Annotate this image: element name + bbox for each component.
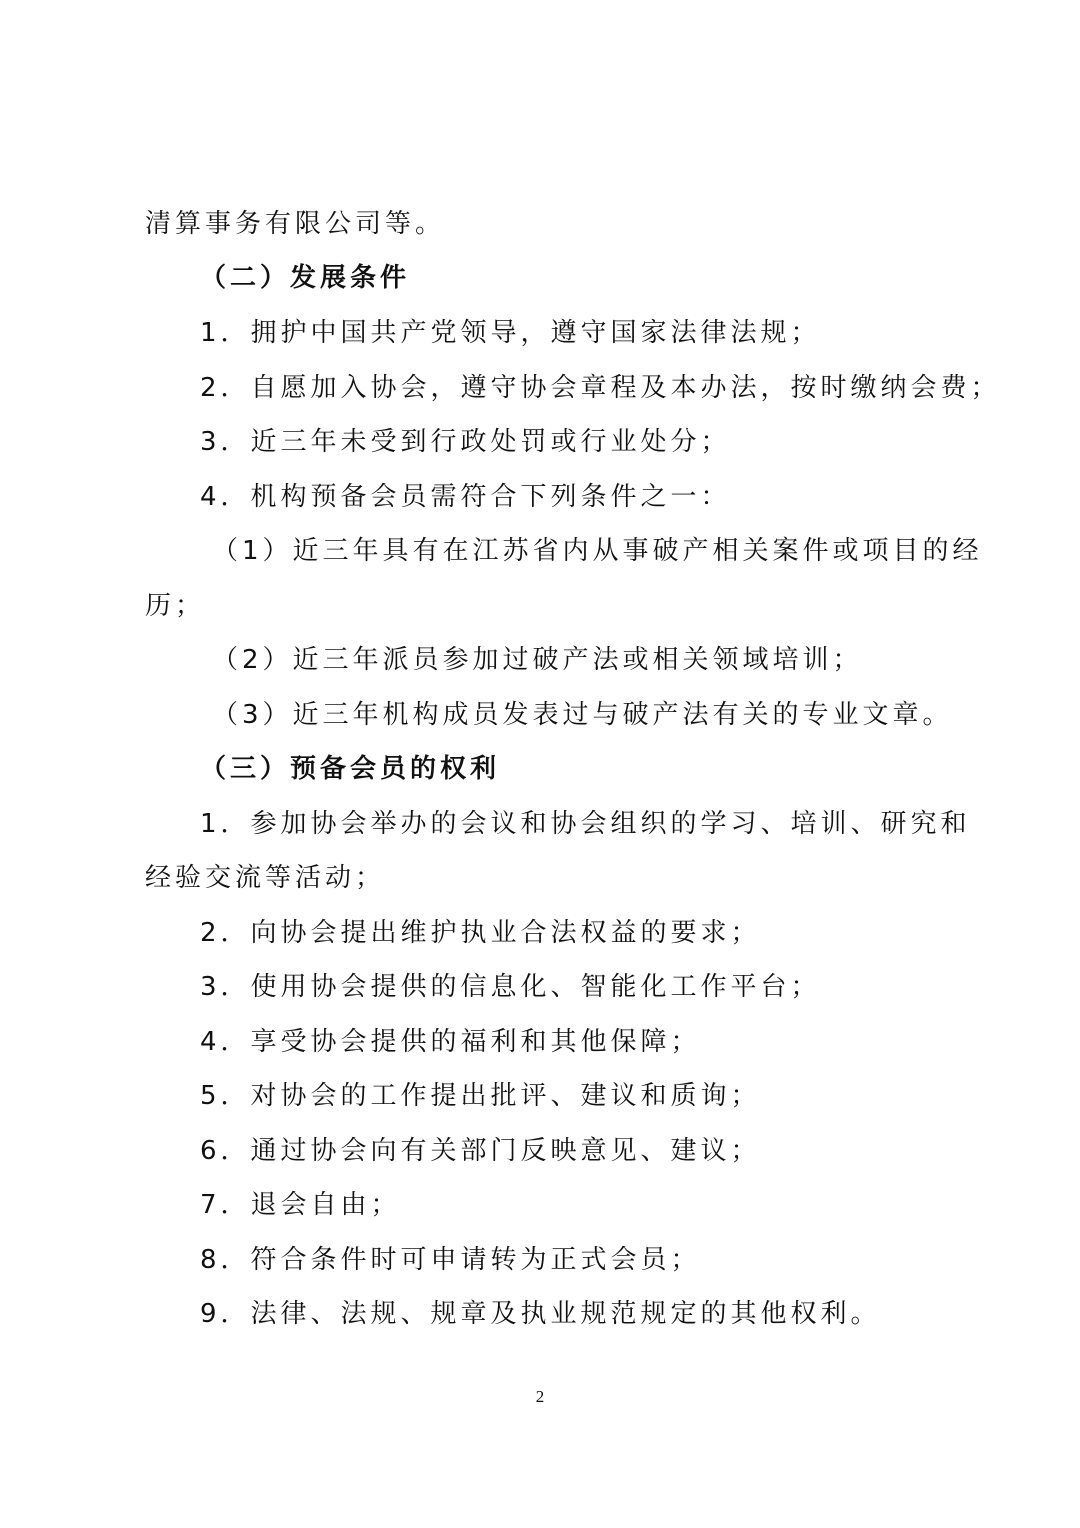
page-number: 2 xyxy=(535,1387,545,1406)
list-item: 9．法律、法规、规章及执业规范规定的其他权利。 xyxy=(200,1299,881,1329)
section-heading-member-rights: （三）预备会员的权利 xyxy=(200,754,501,784)
list-item: 3．近三年未受到行政处罚或行业处分； xyxy=(200,427,731,457)
list-item: 1．参加协会举办的会议和协会组织的学习、培训、研究和 xyxy=(200,809,971,839)
section-heading-development-conditions: （二）发展条件 xyxy=(200,263,411,293)
list-item: 1．拥护中国共产党领导，遵守国家法律法规； xyxy=(200,318,821,348)
list-item: 2．自愿加入协会，遵守协会章程及本办法，按时缴纳会费； xyxy=(200,373,1001,403)
sub-list-item: （2）近三年派员参加过破产法或相关领域培训； xyxy=(212,645,863,675)
list-item: 4．机构预备会员需符合下列条件之一： xyxy=(200,482,731,512)
list-item: 6．通过协会向有关部门反映意见、建议； xyxy=(200,1136,761,1166)
list-item: 4．享受协会提供的福利和其他保障； xyxy=(200,1027,701,1057)
sub-list-item-continuation: 历； xyxy=(145,591,206,621)
list-item: 8．符合条件时可申请转为正式会员； xyxy=(200,1245,701,1275)
sub-list-item: （1）近三年具有在江苏省内从事破产相关案件或项目的经 xyxy=(212,536,983,566)
list-item: 3．使用协会提供的信息化、智能化工作平台； xyxy=(200,972,821,1002)
list-item: 2．向协会提出维护执业合法权益的要求； xyxy=(200,918,761,948)
list-item: 7．退会自由； xyxy=(200,1190,401,1220)
paragraph-continuation: 清算事务有限公司等。 xyxy=(145,209,446,239)
list-item: 5．对协会的工作提出批评、建议和质询； xyxy=(200,1081,761,1111)
list-item-continuation: 经验交流等活动； xyxy=(145,863,386,893)
sub-list-item: （3）近三年机构成员发表过与破产法有关的专业文章。 xyxy=(212,700,953,730)
